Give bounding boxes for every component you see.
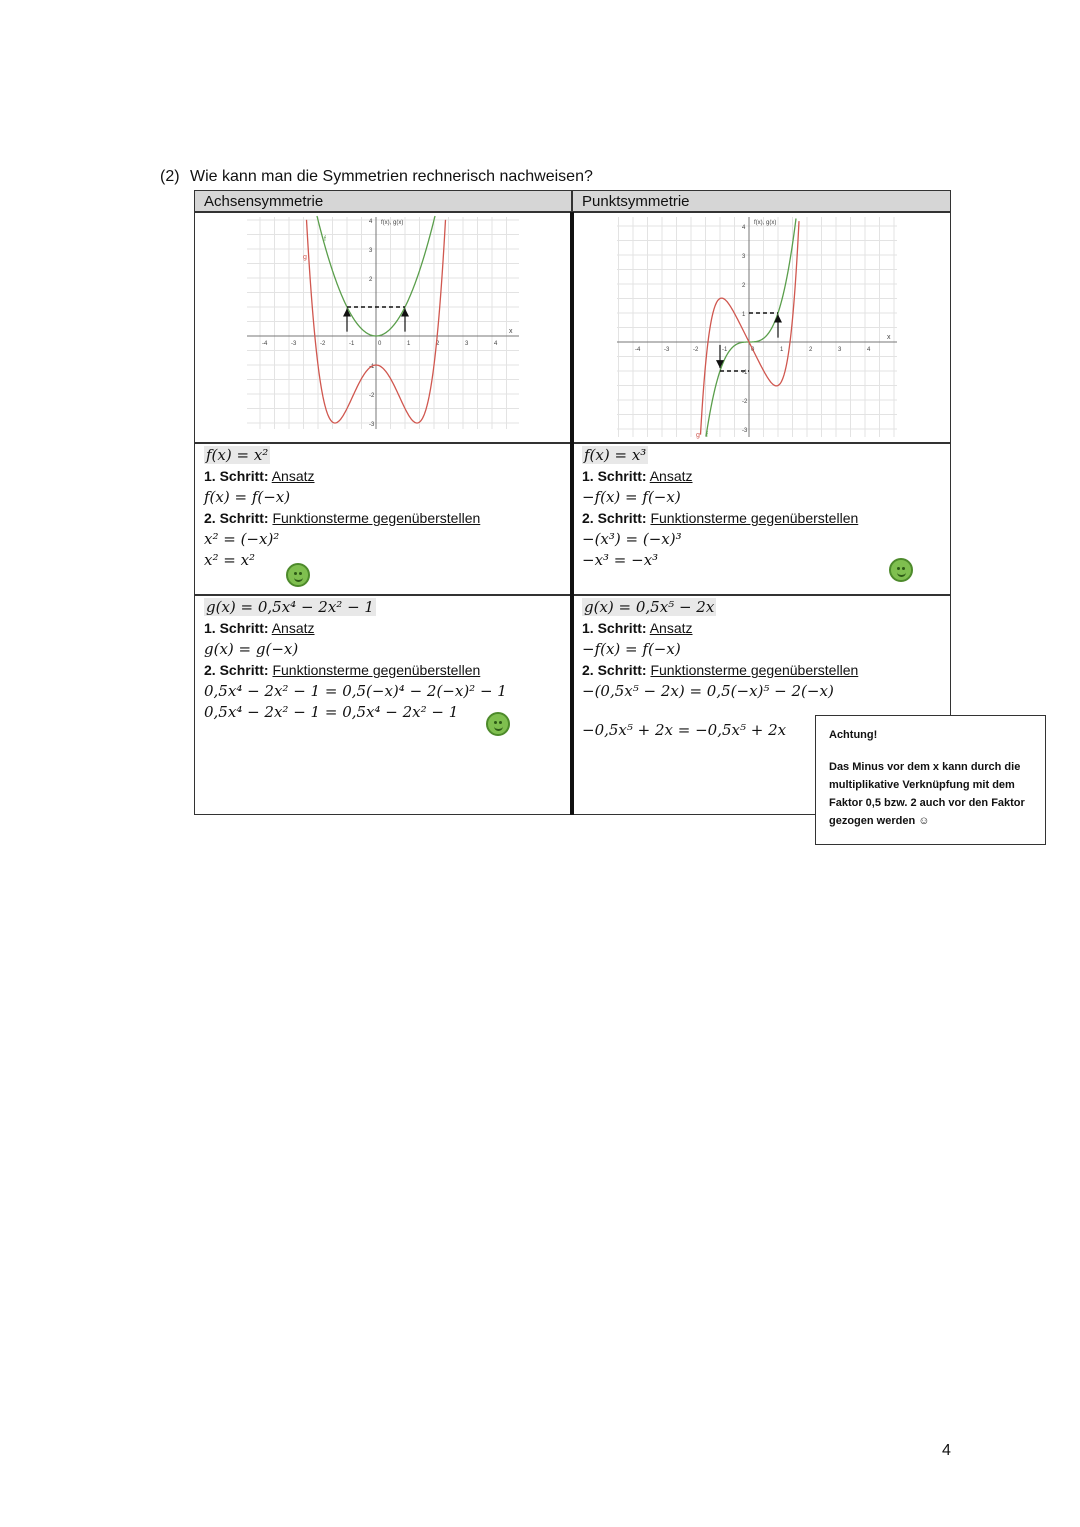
x-tick-label: -2 xyxy=(320,341,326,347)
left-f-step1-label: 1. Schritt: xyxy=(204,468,269,484)
question xyxy=(160,168,593,186)
smiley-icon xyxy=(889,558,913,582)
right-f-function: f(x) = x³ xyxy=(584,446,647,464)
left-f-line1: x² = (−x)² xyxy=(204,530,280,548)
x-tick-label: 3 xyxy=(838,347,842,353)
x-axis-label: x xyxy=(887,334,891,341)
left-g-step2-label: 2. Schritt: xyxy=(204,662,269,678)
x-tick-label: -3 xyxy=(664,347,670,353)
x-tick-label: 1 xyxy=(780,347,784,353)
left-g-line2: 0,5x⁴ − 2x² − 1 = 0,5x⁴ − 2x² − 1 xyxy=(204,703,459,721)
curve-g-label: g xyxy=(696,432,700,439)
right-f-step1-title: Ansatz xyxy=(649,468,693,484)
x-tick-label: 2 xyxy=(436,341,440,347)
cell-left-f xyxy=(194,443,572,595)
note-box xyxy=(815,715,1046,845)
y-tick-label: -1 xyxy=(742,370,748,376)
x-tick-label: -4 xyxy=(262,341,268,347)
right-g-step2-label: 2. Schritt: xyxy=(582,662,647,678)
y-tick-label: -1 xyxy=(369,364,375,370)
left-f-line2: x² = x² xyxy=(204,551,256,569)
x-tick-label: 0 xyxy=(751,347,755,353)
y-axis-label: f(x), g(x) xyxy=(754,220,777,226)
graph-achsensymmetrie xyxy=(195,213,571,442)
right-f-step2-title: Funktionsterme gegenüberstellen xyxy=(650,510,859,526)
note-body: Das Minus vor dem x kann durch die multiplikative Verknüpfung mit dem Faktor 0,5 bzw. 2 auch vor den Faktor gezogen werden ☺ xyxy=(829,761,1025,827)
y-tick-label: 2 xyxy=(742,283,746,289)
x-tick-label: 0 xyxy=(378,341,382,347)
graph-cell-left xyxy=(194,212,572,443)
left-g-line1: 0,5x⁴ − 2x² − 1 = 0,5(−x)⁴ − 2(−x)² − 1 xyxy=(204,682,507,700)
x-tick-label: -1 xyxy=(349,341,355,347)
left-f-step2-label: 2. Schritt: xyxy=(204,510,269,526)
header-achsensymmetrie: Achsensymmetrie xyxy=(194,190,572,212)
x-tick-label: -3 xyxy=(291,341,297,347)
header-punktsymmetrie: Punktsymmetrie xyxy=(572,190,951,212)
y-tick-label: 3 xyxy=(742,254,746,260)
x-tick-label: 4 xyxy=(867,347,871,353)
smiley-icon xyxy=(286,563,310,587)
right-f-ansatz: −f(x) = f(−x) xyxy=(582,488,681,506)
right-g-line1: −(0,5x⁵ − 2x) = 0,5(−x)⁵ − 2(−x) xyxy=(582,682,834,700)
left-g-step1-label: 1. Schritt: xyxy=(204,620,269,636)
note-title: Achtung! xyxy=(829,729,878,741)
right-g-ansatz: −f(x) = f(−x) xyxy=(582,640,681,658)
left-g-step1-title: Ansatz xyxy=(271,620,315,636)
right-f-step2-label: 2. Schritt: xyxy=(582,510,647,526)
x-tick-label: 3 xyxy=(465,341,469,347)
left-g-ansatz: g(x) = g(−x) xyxy=(204,640,299,658)
right-g-step1-title: Ansatz xyxy=(649,620,693,636)
left-f-ansatz: f(x) = f(−x) xyxy=(204,488,291,506)
y-tick-label: 4 xyxy=(369,219,373,225)
curve-f-label: f xyxy=(324,236,326,243)
y-tick-label: -2 xyxy=(369,393,375,399)
x-tick-label: -1 xyxy=(722,347,728,353)
smiley-icon xyxy=(486,712,510,736)
column-separator xyxy=(570,212,574,815)
y-tick-label: 4 xyxy=(742,225,746,231)
y-tick-label: 1 xyxy=(742,312,746,318)
x-tick-label: 4 xyxy=(494,341,498,347)
right-g-step2-title: Funktionsterme gegenüberstellen xyxy=(650,662,859,678)
page-number: 4 xyxy=(942,1442,951,1459)
x-tick-label: 1 xyxy=(407,341,411,347)
left-g-function: g(x) = 0,5x⁴ − 2x² − 1 xyxy=(206,598,374,616)
cell-left-g xyxy=(194,595,572,815)
question-text: Wie kann man die Symmetrien rechnerisch nachweisen? xyxy=(190,168,593,185)
left-f-function: f(x) = x² xyxy=(206,446,269,464)
arrow-head-icon xyxy=(774,314,782,322)
graph-cell-right xyxy=(572,212,951,443)
right-f-step1-label: 1. Schritt: xyxy=(582,468,647,484)
y-tick-label: -3 xyxy=(742,428,748,434)
y-axis-label: f(x), g(x) xyxy=(381,220,404,226)
x-tick-label: -4 xyxy=(635,347,641,353)
left-f-step1-title: Ansatz xyxy=(271,468,315,484)
right-g-line2: −0,5x⁵ + 2x = −0,5x⁵ + 2x xyxy=(582,721,787,739)
curve-g-label: g xyxy=(303,254,307,261)
x-axis-label: x xyxy=(509,328,513,335)
right-g-function: g(x) = 0,5x⁵ − 2x xyxy=(584,598,715,616)
curve-f-label: f xyxy=(706,432,708,439)
right-f-line1: −(x³) = (−x)³ xyxy=(582,530,682,548)
left-g-step2-title: Funktionsterme gegenüberstellen xyxy=(272,662,481,678)
y-tick-label: 2 xyxy=(369,277,373,283)
y-tick-label: -3 xyxy=(369,422,375,428)
right-f-line2: −x³ = −x³ xyxy=(582,551,659,569)
y-tick-label: 3 xyxy=(369,248,373,254)
right-g-step1-label: 1. Schritt: xyxy=(582,620,647,636)
question-number: (2) xyxy=(160,168,180,185)
cell-right-f xyxy=(572,443,951,595)
left-f-step2-title: Funktionsterme gegenüberstellen xyxy=(272,510,481,526)
x-tick-label: -2 xyxy=(693,347,699,353)
x-tick-label: 2 xyxy=(809,347,813,353)
y-tick-label: -2 xyxy=(742,399,748,405)
graph-punktsymmetrie xyxy=(573,213,950,442)
